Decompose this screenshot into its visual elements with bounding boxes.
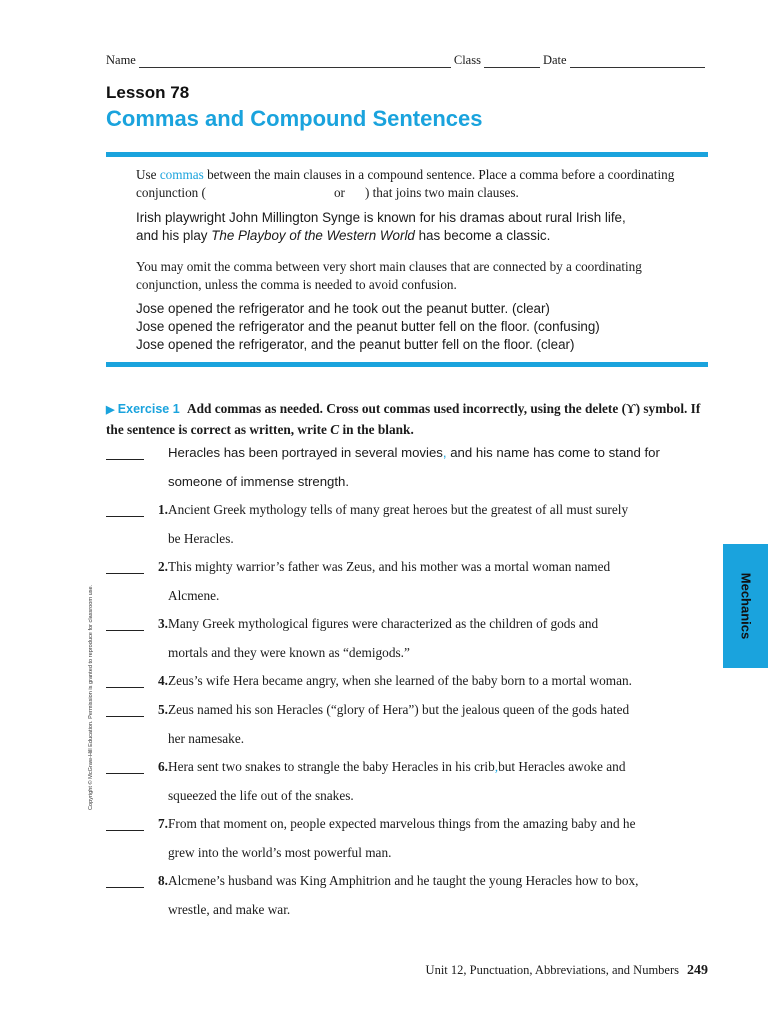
item-text [168,495,708,553]
example-line: Jose opened the refrigerator and the peanut butter fell on the floor. (confusing) [136,319,600,334]
answer-blank[interactable] [106,459,144,460]
rule-paragraph-1 [136,166,676,202]
item-text [168,809,708,867]
item-line: Hera sent two snakes to strangle the baby Heracles in his crib [168,759,495,774]
rule-example-1 [136,209,696,245]
delete-symbol-icon: ϒ [626,401,636,416]
keyword-commas: commas [159,167,204,182]
item-line: wrestle, and make war. [168,902,291,917]
item-number: 4. [158,673,168,688]
item-number: 3. [158,616,168,631]
lesson-number: Lesson 78 [106,83,190,102]
date-label: Date [542,53,567,67]
answer-blank[interactable] [106,687,144,688]
item-text [168,866,708,924]
name-blank[interactable] [139,55,451,68]
item-text-part: and his name has come to stand for [446,445,660,460]
item-line: Many Greek mythological figures were characterized as the children of gods and [168,616,599,631]
item-number: 2. [158,559,168,574]
side-tab-label: Mechanics [738,572,753,640]
rule-paragraph-2: You may omit the comma between very short main clauses that are connected by a coordinating conjunction, unless the comma is needed to avoid confusion. [136,259,642,292]
item-line: From that moment on, people expected marvelous things from the amazing baby and he [168,816,636,831]
item-line: squeezed the life out of the snakes. [168,788,354,803]
exercise-instructions [106,399,708,439]
conjunction-or: or [333,185,345,200]
example-text: and his play [136,228,212,243]
answer-blank[interactable] [106,773,144,774]
instruction-text: ) symbol. If the sentence is correct as written, write [106,401,701,437]
letter-c: C [330,422,340,437]
item-line: Zeus named his son Heracles (“glory of Hera”) but the jealous queen of the gods hated [168,702,630,717]
unit-title: Unit 12, Punctuation, Abbreviations, and Numbers [425,963,679,977]
answer-blank[interactable] [106,716,144,717]
item-line: grew into the world’s most powerful man. [168,845,392,860]
rule-text: ) that joins two main clauses. [364,185,519,200]
example-line: Jose opened the refrigerator and he took out the peanut butter. (clear) [136,301,550,316]
example-line: Jose opened the refrigerator, and the peanut butter fell on the floor. (clear) [136,337,575,352]
section-side-tab [723,544,768,668]
item-number: 8. [158,873,168,888]
example-line [136,227,696,245]
example-text: has become a classic. [414,228,551,243]
answer-blank[interactable] [106,887,144,888]
item-line: This mighty warrior’s father was Zeus, and his mother was a mortal woman named [168,559,611,574]
item-line: Alcmene’s husband was King Amphitrion and he taught the young Heracles how to box, [168,873,639,888]
item-number: 1. [158,502,168,517]
answer-blank[interactable] [106,830,144,831]
item-number: 7. [158,816,168,831]
item-text-part: someone of immense strength. [168,474,350,489]
item-text [168,609,708,667]
copyright-notice [88,510,98,810]
item-text [168,666,708,695]
page-footer [426,963,708,979]
play-title: The Playboy of the Western World [211,228,415,243]
copyright-text: Copyright © McGraw-Hill Education. Permission is granted to reproduce for classroom use. [88,584,94,810]
page-number: 249 [687,963,708,978]
item-line: but Heracles awoke and [498,759,626,774]
item-number: 5. [158,702,168,717]
lesson-title: Commas and Compound Sentences [106,106,483,131]
rule-box-top-border [106,152,708,157]
item-line: Alcmene. [168,588,220,603]
triangle-icon: ▶ [106,404,115,416]
class-blank[interactable] [484,55,540,68]
item-text [168,695,708,753]
date-blank[interactable] [570,55,705,68]
inserted-comma: , [442,445,447,460]
item-line: mortals and they were known as “demigods.” [168,645,410,660]
example-line: Irish playwright John Millington Synge is known for his dramas about rural Irish life, [136,210,626,225]
rule-example-2 [136,300,696,354]
student-info-header [106,53,708,68]
instruction-text: Add commas as needed. Cross out commas used incorrectly, using the delete ( [186,401,627,416]
inserted-comma: , [494,759,499,774]
instruction-text: in the blank. [339,422,414,437]
item-text [168,752,708,810]
answer-blank[interactable] [106,573,144,574]
item-number: 6. [158,759,168,774]
item-text [168,552,708,610]
item-text [168,438,708,496]
item-line: Zeus’s wife Hera became angry, when she learned of the baby born to a mortal woman. [168,673,632,688]
rule-box-bottom-border [106,362,708,367]
item-text-part: Heracles has been portrayed in several movies [168,445,443,460]
answer-blank[interactable] [106,630,144,631]
name-label: Name [106,53,136,67]
rule-text: Use [136,167,160,182]
item-line: Ancient Greek mythology tells of many great heroes but the greatest of all must surely [168,502,629,517]
rule-text: between the main clauses in a compound sentence. Place a comma before a coordinating conjunction ( [136,167,675,200]
exercise-label: Exercise 1 [117,402,180,416]
item-line: her namesake. [168,731,245,746]
class-label: Class [453,53,481,67]
item-line: be Heracles. [168,531,234,546]
answer-blank[interactable] [106,516,144,517]
